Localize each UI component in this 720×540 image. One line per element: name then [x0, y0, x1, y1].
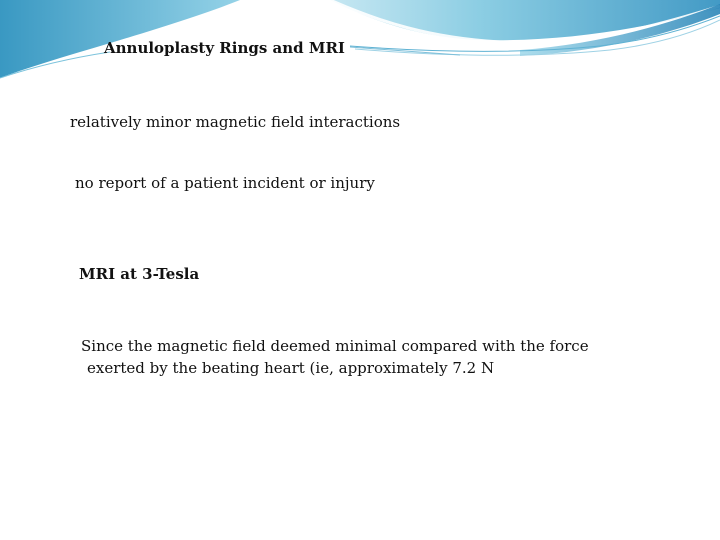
bullet-line-5: exerted by the beating heart (ie, approximately 7.2 N — [87, 359, 495, 377]
bullet-line-4: Since the magnetic field deemed minimal compared with the force — [81, 337, 589, 355]
bullet-line-1: relatively minor magnetic field interactions — [70, 113, 401, 131]
bullet-line-2: no report of a patient incident or injury — [75, 174, 375, 192]
bullet-line-3: MRI at 3-Tesla — [79, 265, 200, 283]
slide-title: Annuloplasty Rings and MRI — [104, 39, 345, 57]
